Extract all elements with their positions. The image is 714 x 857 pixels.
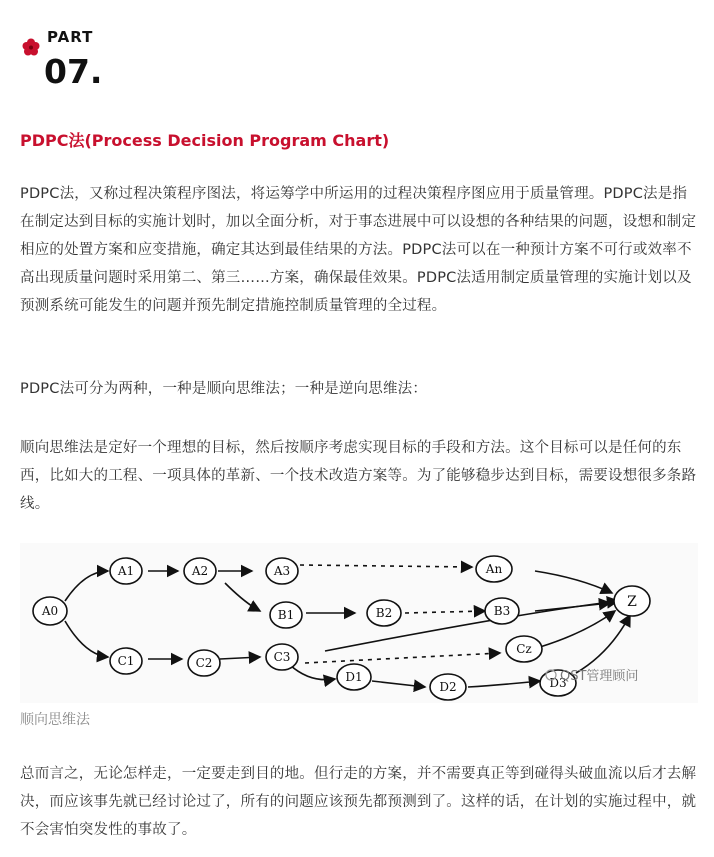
paragraph-forward-thinking: 顺向思维法是定好一个理想的目标，然后按顺序考虑实现目标的手段和方法。这个目标可以是任何的东西，比如大的工程、一项具体的革新、一个技术改造方案等。为了能够稳步达到目标，需要设想很多条路线。 [20,440,697,512]
node-b3-label: B3 [493,604,511,618]
node-b2-label: B2 [375,606,393,620]
flower-icon [22,38,40,56]
node-a0-label: A0 [41,604,59,618]
node-c3-label: C3 [273,650,291,664]
paragraph-intro: PDPC法，又称过程决策程序图法，将运筹学中所运用的过程决策程序图应用于质量管理。PDPC法是指在制定达到目标的实施计划时，加以全面分析，对于事态进展中可以设想的各种结果的问题，设想和制定相应的处置方案和应变措施，确定其达到最佳结果的方法。PDPC法可以在一种预计方案不可行或效率不高出现质量问题时采用第二、第三……方案，确保最佳效果。PDPC法适用制定质量管理的实施计划以及预测系统可能发生的问题并预先制定措施控制质量管理的全过程。 [20,186,697,314]
watermark-text: QST管理顾问 [560,669,639,684]
node-d1-label: D1 [345,670,363,684]
node-an-label: An [485,562,503,576]
part-number: 07. [44,52,103,91]
part-label: PART [47,28,94,46]
node-d3-label: D3 [549,676,567,690]
node-b1-label: B1 [277,608,295,622]
section-heading: PDPC法(Process Decision Program Chart) [20,131,390,150]
pdpc-diagram [20,543,698,703]
node-d2-label: D2 [439,680,457,694]
paragraph-conclusion: 总而言之，无论怎样走，一定要走到目的地。但行走的方案，并不需要真正等到碰得头破血流以后才去解决，而应该事先就已经讨论过了，所有的问题应该预先都预测到了。这样的话，在计划的实施过程中，就不会害怕突发性的事故了。 [20,766,697,838]
paragraph-types: PDPC法可分为两种，一种是顺向思维法；一种是逆向思维法： [20,381,428,397]
node-c2-label: C2 [195,656,213,670]
node-cz-label: Cz [516,642,532,656]
watermark [546,669,638,684]
diagram-caption: 顺向思维法 [20,712,90,728]
node-c1-label: C1 [117,654,135,668]
node-a1-label: A1 [117,564,135,578]
node-z-label: Z [627,594,637,610]
node-a2-label: A2 [191,564,209,578]
node-a3-label: A3 [273,564,291,578]
